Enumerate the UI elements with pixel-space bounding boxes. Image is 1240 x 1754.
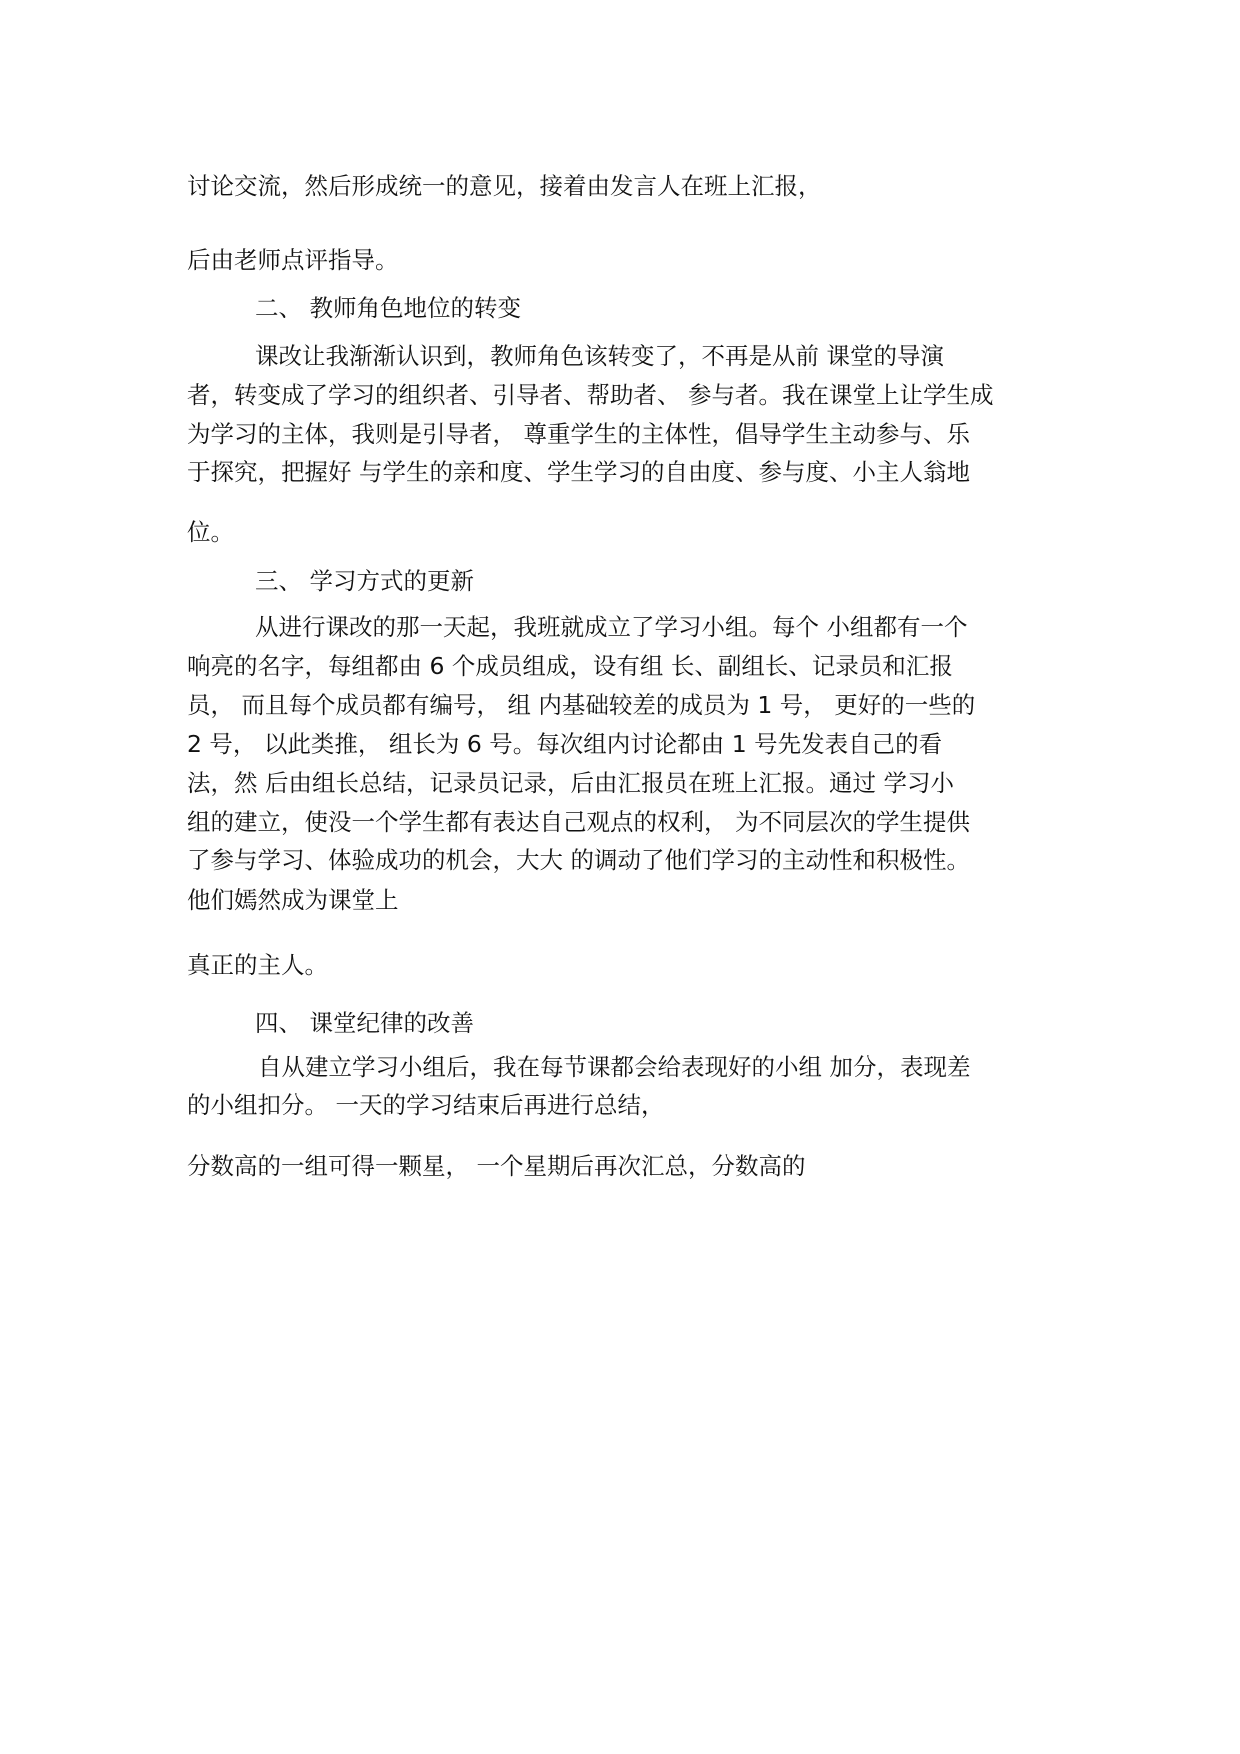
text-line: 组的建立，使没一个学生都有表达自己观点的权利， 为不同层次的学生提供 [187,808,970,836]
text-line: 从进行课改的那一天起，我班就成立了学习小组。每个 小组都有一个 [255,613,968,641]
text-line: 的小组扣分。 一天的学习结束后再进行总结， [187,1091,665,1119]
text-line: 者，转变成了学习的组织者、引导者、帮助者、 参与者。我在课堂上让学生成 [187,381,994,409]
text-line: 讨论交流，然后形成统一的意见，接着由发言人在班上汇报， [187,172,822,200]
text-line: 后由老师点评指导。 [187,246,399,274]
section-heading: 三、 学习方式的更新 [255,567,474,595]
section-heading: 二、 教师角色地位的转变 [255,294,521,322]
text-line: 2 号， 以此类推， 组长为 6 号。每次组内讨论都由 1 号先发表自己的看 [187,730,943,758]
text-line: 法，然 后由组长总结，记录员记录，后由汇报员在班上汇报。通过 学习小 [187,769,954,797]
text-line: 于探究，把握好 与学生的亲和度、学生学习的自由度、参与度、小主人翁地 [187,458,970,486]
text-line: 真正的主人。 [187,951,328,979]
text-line: 课改让我渐渐认识到，教师角色该转变了，不再是从前 课堂的导演 [255,342,944,370]
text-line: 他们嫣然成为课堂上 [187,886,399,914]
text-line: 响亮的名字，每组都由 6 个成员组成，设有组 长、副组长、记录员和汇报 [187,652,953,680]
text-line: 为学习的主体，我则是引导者， 尊重学生的主体性，倡导学生主动参与、乐 [187,420,970,448]
text-line: 自从建立学习小组后，我在每节课都会给表现好的小组 加分，表现差 [258,1053,971,1081]
text-line: 分数高的一组可得一颗星， 一个星期后再次汇总，分数高的 [187,1152,806,1180]
text-line: 位。 [187,518,234,546]
text-line: 了参与学习、体验成功的机会，大大 的调动了他们学习的主动性和积极性。 [187,846,970,874]
section-heading: 四、 课堂纪律的改善 [255,1009,474,1037]
text-line: 员， 而且每个成员都有编号， 组 内基础较差的成员为 1 号， 更好的一些的 [187,691,976,719]
